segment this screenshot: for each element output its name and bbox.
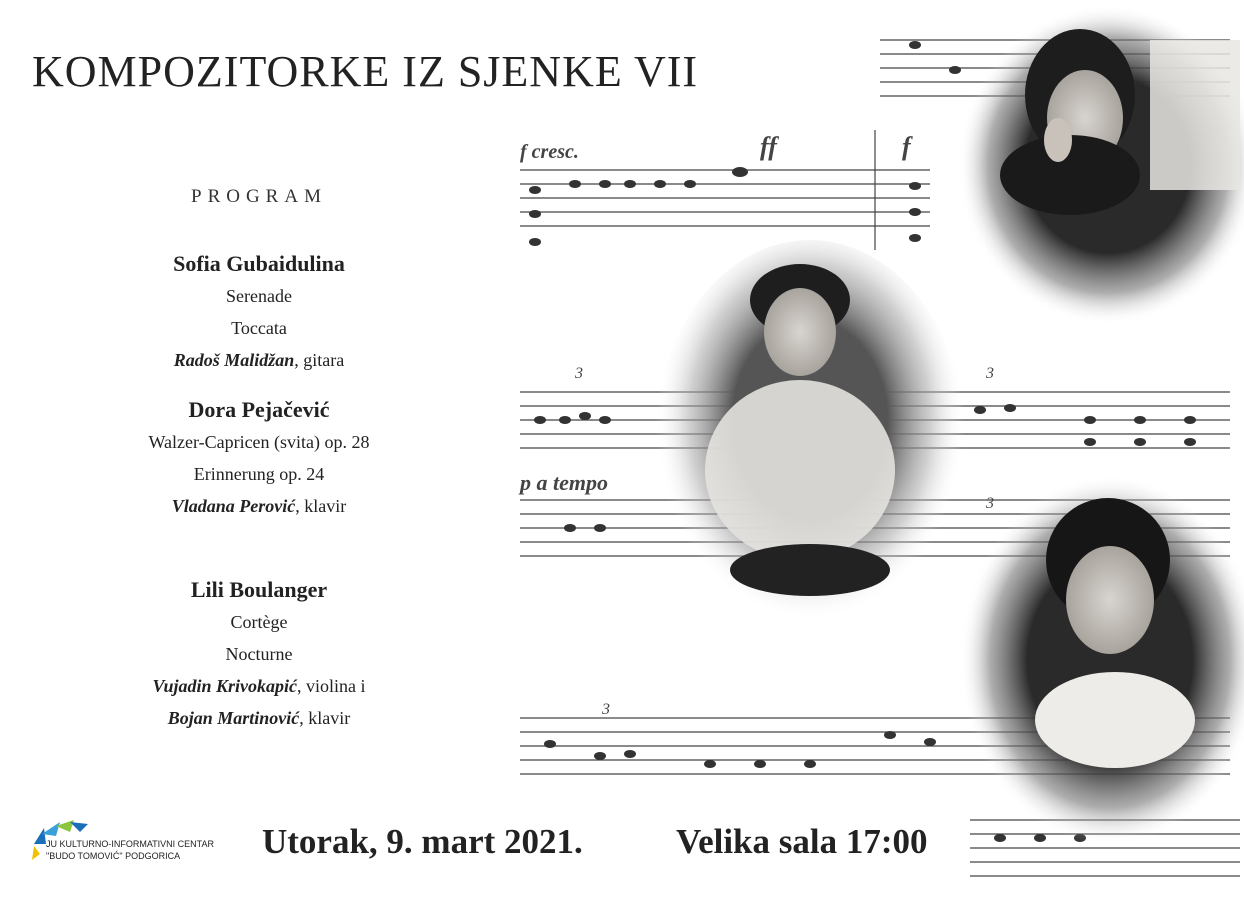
dynamic-mark-ff: ff xyxy=(760,132,777,161)
logo-text xyxy=(46,838,214,862)
work-title: Walzer-Capricen (svita) op. 28 xyxy=(148,432,370,452)
logo-shape-1 xyxy=(34,828,46,844)
dynamic-mark-cresc: f cresc. xyxy=(520,141,579,163)
composer-name: Lili Boulanger xyxy=(190,577,328,602)
page-title: KOMPOZITORKE IZ SJENKE VII xyxy=(32,47,699,96)
music-notes-top xyxy=(529,41,961,246)
event-date: Utorak, 9. mart 2021. xyxy=(262,822,583,861)
program-item-pejacevic xyxy=(96,394,422,522)
performer xyxy=(96,702,422,734)
performer xyxy=(96,670,422,702)
performer-name: Radoš Malidžan xyxy=(173,350,295,370)
work-title: Serenade xyxy=(226,286,292,306)
portrait-pejacevic xyxy=(655,240,965,640)
svg-text:3: 3 xyxy=(575,365,583,382)
performer-name: Bojan Martinović xyxy=(167,708,300,728)
performer xyxy=(96,490,422,522)
work-title: Erinnerung op. 24 xyxy=(193,464,325,484)
logo-shape-3 xyxy=(56,820,74,832)
logo-shape-2 xyxy=(42,822,60,836)
logo-line-1: JU KULTURNO-INFORMATIVNI CENTAR xyxy=(46,839,214,849)
portrait-boulanger xyxy=(960,475,1244,845)
logo-shape-4 xyxy=(70,822,88,832)
event-venue-time: Velika sala 17:00 xyxy=(676,822,928,861)
sheet-music-collage xyxy=(510,0,1244,897)
svg-text:3: 3 xyxy=(986,365,994,382)
program-list xyxy=(96,186,422,734)
work-title: Cortège xyxy=(230,612,288,632)
dynamic-mark-f: f xyxy=(902,132,911,161)
program-item-gubaidulina xyxy=(96,248,422,376)
performer-instrument: , gitara xyxy=(294,350,345,370)
svg-text:3: 3 xyxy=(986,495,994,512)
logo-shape-5 xyxy=(32,846,40,860)
performer-instrument: , klavir xyxy=(299,708,351,728)
logo-line-2: "BUDO TOMOVIĆ" PODGORICA xyxy=(46,851,181,861)
svg-text:3: 3 xyxy=(602,701,610,718)
performer-instrument: , violina i xyxy=(297,676,366,696)
program-item-boulanger xyxy=(96,574,422,734)
work-title: Nocturne xyxy=(225,644,293,664)
portrait-gubaidulina xyxy=(958,5,1244,325)
performer xyxy=(96,344,422,376)
performer-instrument: , klavir xyxy=(295,496,347,516)
performer-name: Vujadin Krivokapić xyxy=(152,676,298,696)
work-title: Toccata xyxy=(231,318,287,338)
program-heading: PROGRAM xyxy=(191,186,327,207)
performer-name: Vladana Perović xyxy=(171,496,296,516)
composer-name: Dora Pejačević xyxy=(188,397,330,422)
dynamic-mark-a-tempo: p a tempo xyxy=(520,470,608,495)
composer-name: Sofia Gubaidulina xyxy=(173,251,345,276)
